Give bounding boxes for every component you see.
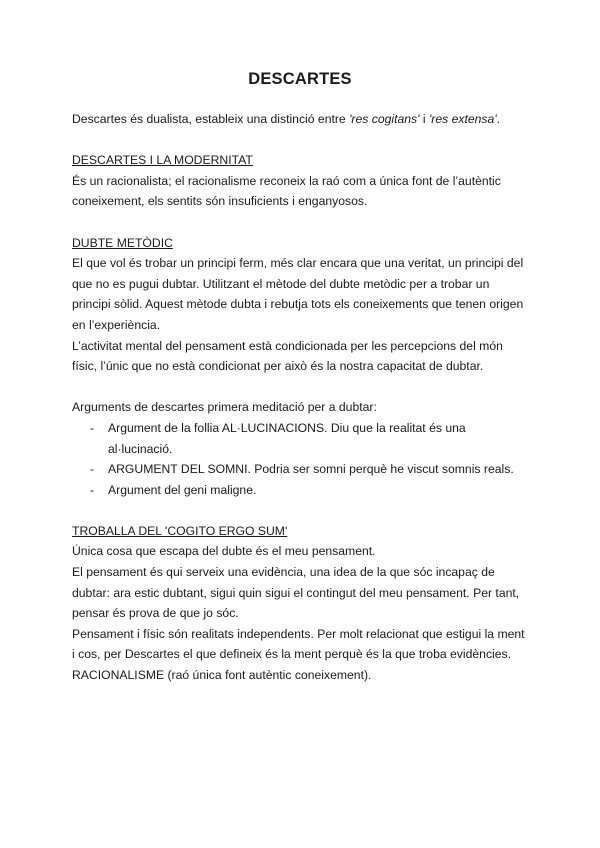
arguments-list bbox=[72, 418, 528, 500]
dash-bullet: - bbox=[90, 482, 95, 497]
list-item-text: ARGUMENT DEL SOMNI. Podria ser somni perquè he viscut somnis reals. bbox=[108, 462, 514, 477]
spacer bbox=[72, 377, 528, 398]
intro-term-res-extensa: 'res extensa' bbox=[428, 112, 497, 126]
section-heading-modernitat: DESCARTES I LA MODERNITAT bbox=[72, 153, 253, 168]
section-paragraph: RACIONALISME (raó única font autèntic coneixement). bbox=[72, 668, 372, 683]
section-paragraph: L’activitat mental del pensament està condicionada per les percepcions del món físic, l’únic que no està condicionat per això és la nostra capacitat de dubtar. bbox=[72, 338, 503, 374]
intro-text-middle: i bbox=[419, 112, 429, 126]
section-heading-dubte-metodic: DUBTE METÒDIC bbox=[72, 235, 173, 250]
document-page bbox=[72, 70, 528, 686]
intro-paragraph bbox=[72, 109, 528, 130]
intro-text-before: Descartes és dualista, estableix una distinció entre bbox=[72, 112, 350, 126]
dash-bullet: - bbox=[90, 420, 95, 435]
section-paragraph: És un racionalista; el racionalisme reconeix la raó com a única font de l’autèntic coneixement, els sentits són insuficients i enganyosos. bbox=[72, 173, 501, 209]
document-title: DESCARTES bbox=[248, 70, 352, 88]
arguments-intro: Arguments de descartes primera meditació per a dubtar: bbox=[72, 400, 377, 415]
list-item-text: Argument de la follia AL·LUCINACIONS. Diu que la realitat és una al·lucinació. bbox=[108, 420, 466, 456]
spacer bbox=[72, 500, 528, 521]
dash-bullet: - bbox=[90, 462, 95, 477]
section-paragraph: El pensament és qui serveix una evidència, una idea de la que sóc incapaç de dubtar: ara estic dubtant, sigui quin sigui el contingut del meu pensament. Per tant, pensar és prova de que jo sóc. bbox=[72, 565, 520, 621]
spacer bbox=[72, 130, 528, 151]
spacer bbox=[72, 212, 528, 233]
list-item bbox=[72, 418, 528, 459]
section-paragraph: Pensament i físic són realitats independents. Per molt relacionat que estigui la ment i cos, per Descartes el que defineix és la ment perquè és la que troba evidències. bbox=[72, 626, 525, 662]
section-paragraph: El que vol és trobar un principi ferm, més clar encara que una veritat, un principi del que no es pugui dubtar. Utilitzant el mètode del dubte metòdic per a trobar un principi sòlid. Aquest mètode dubta i rebutja tots els coneixements que tenen origen en l’experiència. bbox=[72, 256, 524, 332]
intro-term-res-cogitans: 'res cogitans' bbox=[349, 112, 420, 126]
list-item-text: Argument del geni maligne. bbox=[108, 482, 257, 497]
list-item bbox=[72, 459, 528, 480]
list-item bbox=[72, 480, 528, 501]
intro-text-after: . bbox=[496, 112, 500, 126]
section-paragraph: Única cosa que escapa del dubte és el meu pensament. bbox=[72, 544, 376, 559]
section-heading-cogito: TROBALLA DEL 'COGITO ERGO SUM' bbox=[72, 523, 288, 538]
